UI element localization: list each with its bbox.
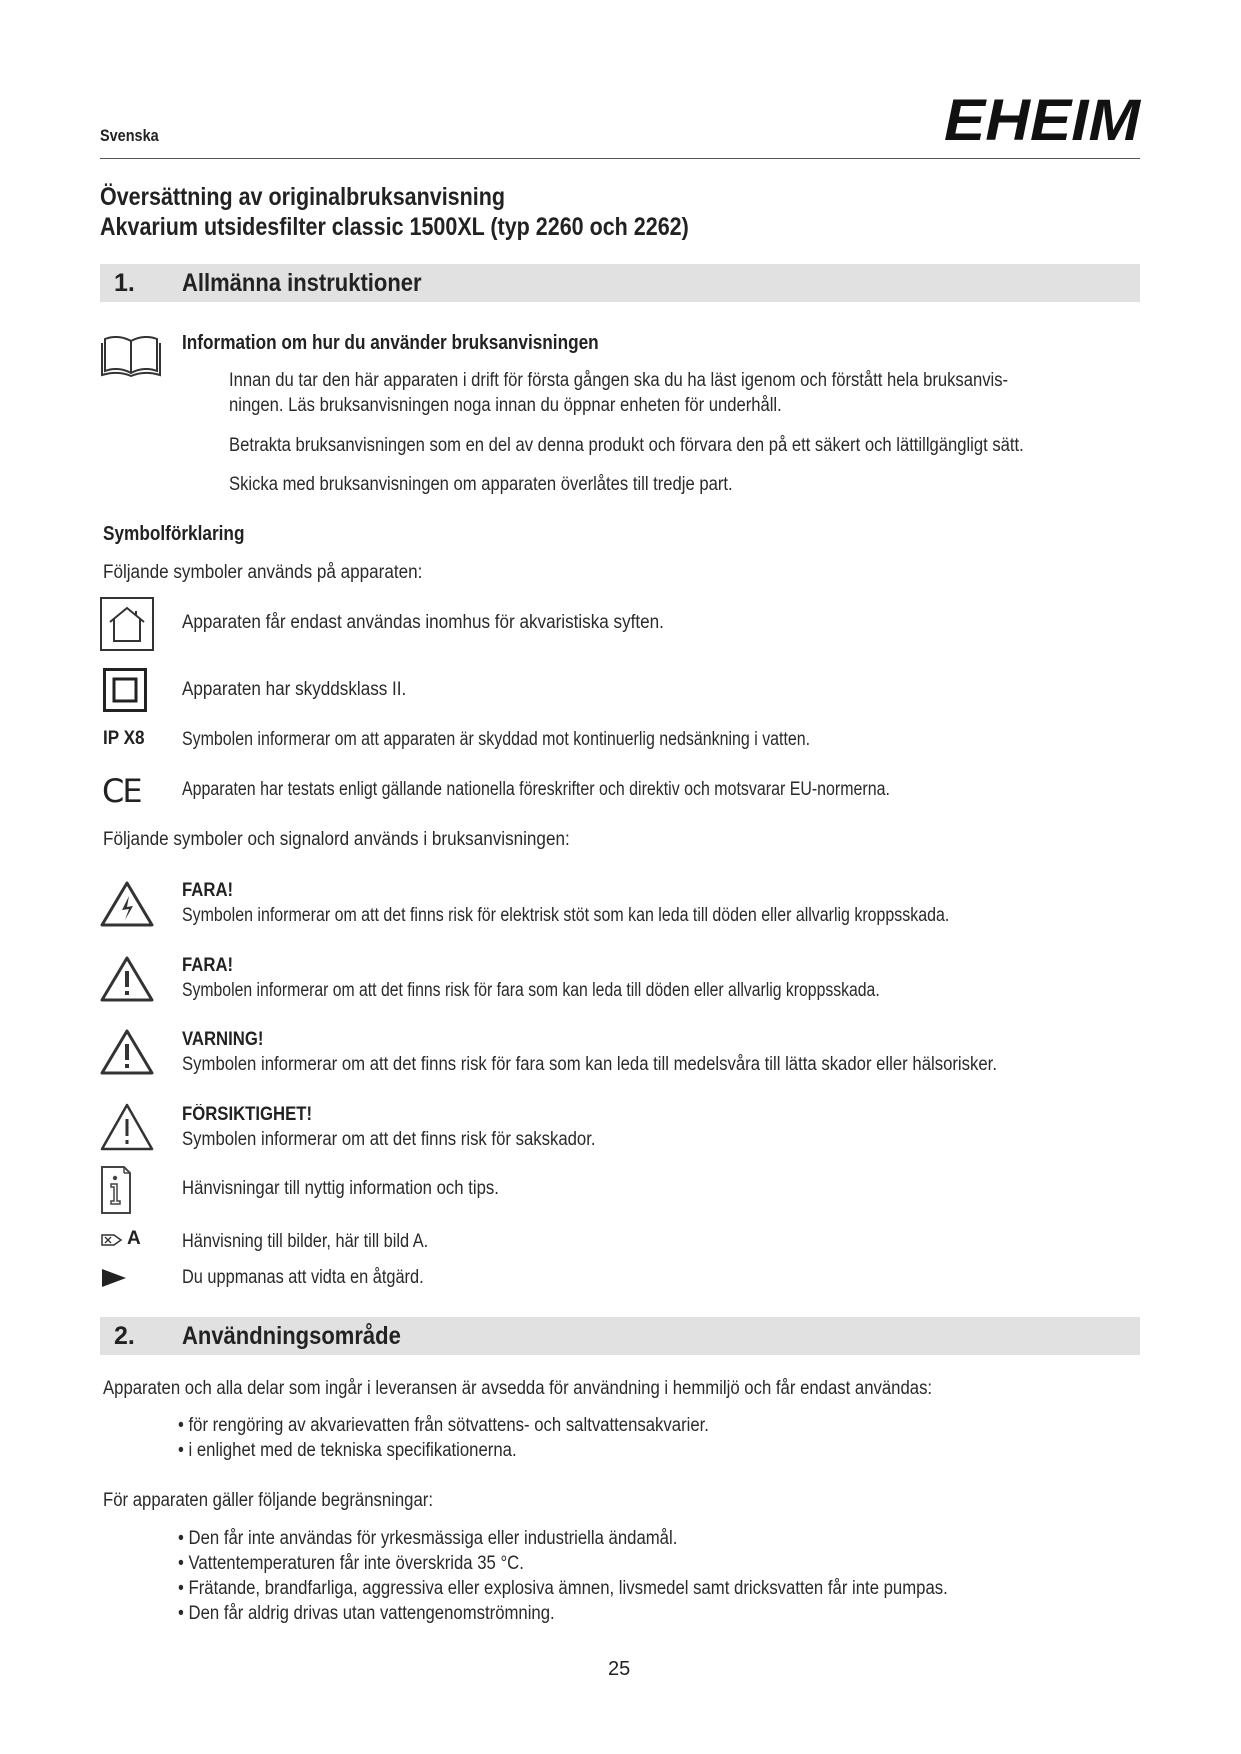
document-title-line-1: Översättning av originalbruksanvisning <box>100 183 506 211</box>
restriction-item-3: • Frätande, brandfarliga, aggressiva eller explosiva ämnen, livsmedel samt dricksvatten får inte pumpas. <box>178 1578 948 1599</box>
paragraph-1b: ningen. Läs bruksanvisningen noga innan du öppnar enheten för underhåll. <box>229 395 782 416</box>
document-title-line-2: Akvarium utsidesfilter classic 1500XL (typ 2260 och 2262) <box>100 213 689 241</box>
signal-word-2: FARA! <box>182 955 234 976</box>
action-text: Du uppmanas att vidta en åtgärd. <box>182 1267 424 1288</box>
section-2-header <box>100 1317 1140 1355</box>
figure-reference-text: Hänvisning till bilder, här till bild A. <box>182 1231 429 1252</box>
language-label: Svenska <box>100 126 159 145</box>
section-1-header <box>100 264 1140 302</box>
signal-word-1: FARA! <box>182 880 234 901</box>
ce-mark: CE <box>102 772 141 810</box>
figure-reference-label: A <box>127 1228 141 1249</box>
double-square-icon <box>103 668 147 712</box>
caution-icon <box>99 1102 155 1152</box>
eheim-logo-graphic <box>944 92 1144 148</box>
header-rule <box>100 158 1140 159</box>
eheim-logo <box>944 92 1144 148</box>
manual-symbols-intro: Följande symboler och signalord används i bruksanvisningen: <box>103 829 570 850</box>
restriction-item-4: • Den får aldrig drivas utan vattengenomströmning. <box>178 1603 555 1624</box>
danger-warning-icon <box>99 955 155 1003</box>
figure-reference-icon <box>101 1232 123 1248</box>
signal-text-3: Symbolen informerar om att det finns risk för fara som kan leda till medelsvåra till lätta skador eller hälsorisker. <box>182 1054 997 1075</box>
electric-warning-icon <box>99 880 155 928</box>
section-1-number: 1. <box>114 269 135 297</box>
section-2-intro: Apparaten och alla delar som ingår i leveransen är avsedda för användning i hemmiljö och får endast användas: <box>103 1378 933 1399</box>
signal-word-4: FÖRSIKTIGHET! <box>182 1104 313 1125</box>
ip-x8-label: IP X8 <box>103 728 145 749</box>
device-symbol-text-4: Apparaten har testats enligt gällande nationella föreskrifter och direktiv och motsvarar EU-normerna. <box>182 779 890 800</box>
section-1-title: Allmänna instruktioner <box>182 269 422 297</box>
action-arrow-icon <box>101 1268 127 1288</box>
section-2-number: 2. <box>114 1322 135 1350</box>
restriction-item-2: • Vattentemperaturen får inte överskrida 35 °C. <box>178 1553 524 1574</box>
signal-text-4: Symbolen informerar om att det finns risk för sakskador. <box>182 1129 596 1150</box>
page-number: 25 <box>608 1658 631 1680</box>
signal-word-3: VARNING! <box>182 1029 264 1050</box>
section-2-title: Användningsområde <box>182 1322 401 1350</box>
device-symbol-text-3: Symbolen informerar om att apparaten är skyddad mot kontinuerlig nedsänkning i vatten. <box>182 729 811 750</box>
restriction-item-1: • Den får inte användas för yrkesmässiga eller industriella ändamål. <box>178 1528 678 1549</box>
use-item-2: • i enlighet med de tekniska specifikationerna. <box>178 1440 517 1461</box>
house-icon <box>100 597 154 651</box>
info-tip-text: Hänvisningar till nyttig information och tips. <box>182 1178 499 1199</box>
device-symbol-text-2: Apparaten har skyddsklass II. <box>182 679 407 700</box>
info-heading: Information om hur du använder bruksanvisningen <box>182 332 599 354</box>
device-symbol-text-1: Apparaten får endast användas inomhus för akvaristiska syften. <box>182 612 664 633</box>
paragraph-2: Betrakta bruksanvisningen som en del av denna produkt och förvara den på ett säkert och lättillgängligt sätt. <box>229 435 1024 456</box>
paragraph-3: Skicka med bruksanvisningen om apparaten överlåtes till tredje part. <box>229 474 733 495</box>
svg-text:EHEIM: EHEIM <box>944 92 1142 148</box>
device-symbols-intro: Följande symboler används på apparaten: <box>103 562 423 583</box>
signal-text-2: Symbolen informerar om att det finns risk för fara som kan leda till döden eller allvarlig kroppsskada. <box>182 980 880 1001</box>
symbol-heading: Symbolförklaring <box>103 523 245 545</box>
warning-icon <box>99 1028 155 1076</box>
paragraph-1a: Innan du tar den här apparaten i drift för första gången ska du ha läst igenom och förstått hela bruksanvis- <box>229 370 1009 391</box>
restrictions-intro: För apparaten gäller följande begränsningar: <box>103 1490 433 1511</box>
use-item-1: • för rengöring av akvarievatten från sötvattens- och saltvattensakvarier. <box>178 1415 709 1436</box>
signal-text-1: Symbolen informerar om att det finns risk för elektrisk stöt som kan leda till döden eller allvarlig kroppsskada. <box>182 905 950 926</box>
info-document-icon <box>100 1165 132 1215</box>
book-icon <box>100 333 162 379</box>
